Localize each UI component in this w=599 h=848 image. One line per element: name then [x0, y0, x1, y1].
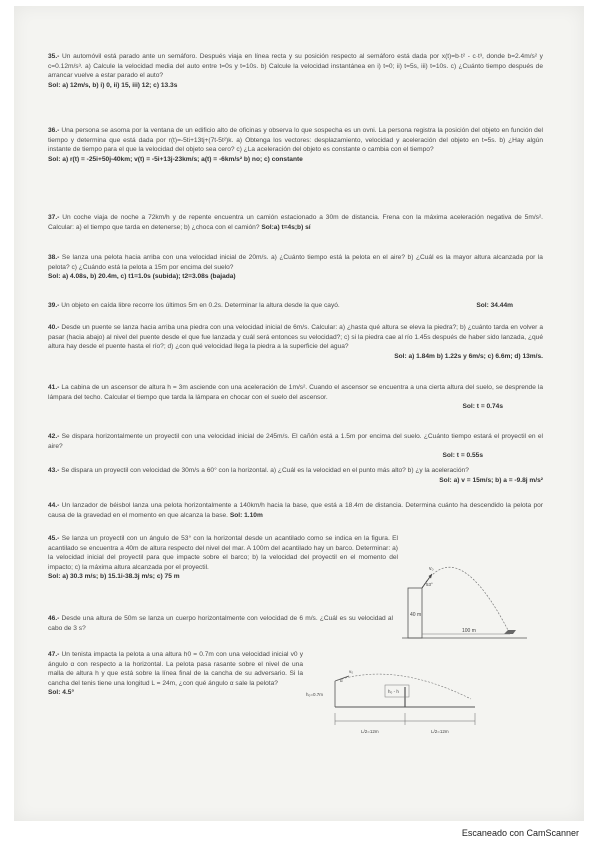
problem-solution: Sol: 4.5° [48, 689, 75, 697]
problem-solution: Sol: a) 4.08s, b) 20.4m, c) t1=1.0s (subida); t2=3.08s (bajada) [48, 273, 236, 281]
problem-text: Un automóvil está parado ante un semáforo. Después viaja en línea recta y su posición respecto al semáforo está dada por x(t)=b·t² - c·t³, donde b=2.4m/s² y c=0.12m/s³. a) Calcule la velocidad media del auto entre t=0s y t=10s. b) Calcule la velocidad instantánea en i) t=0; ii) t=5s, iii) t=10s. c) ¿Cuánto tiempo después de arrancar vuelve a estar parado el auto? [48, 53, 543, 80]
problem-number: 35.- [48, 53, 60, 60]
problem-text: Se dispara un proyectil con velocidad de 30m/s a 60° con la horizontal. a) ¿Cuál es la velocidad en el punto más alto? b) ¿y la aceleración? [61, 467, 469, 474]
angle-label: α [340, 678, 343, 683]
problem-text: Se lanza una pelota hacia arriba con una velocidad inicial de 20m/s. a) ¿Cuánto tiempo está la pelota en el aire? b) ¿Cuál es la mayor altura alcanzada por la pelota? c) ¿Cuándo está la pelota a 15m por encima del suelo? [48, 254, 543, 271]
problem-solution: Sol: 34.44m [476, 302, 513, 309]
problem-text: Un tenista impacta la pelota a una altura h0 = 0.7m con una velocidad inicial v0 y ángulo α con respecto a la horizontal. La pelota pasa rasante sobre el nivel de una malla de altura h y que está sobre la línea final de la cancha de su adversario. Si la cancha del tenis tiene una longitud L = 24m, ¿con qué ángulo α sale la pelota? [48, 651, 303, 687]
problem-solution: Sol: t = 0.74s [462, 403, 503, 411]
problem-number: 41.- [48, 384, 60, 391]
problem-solution: Sol:a) t=4s;b) sí [261, 223, 311, 231]
problem-36 [48, 126, 543, 164]
cliff-height-label: 40 m [410, 612, 422, 618]
problem-text: Desde una altura de 50m se lanza un cuerpo horizontalmente con velocidad de 6 m/s. ¿Cuál es su velocidad al cabo de 3 s? [48, 615, 393, 632]
half-length-label-2: L/2=12m [431, 729, 449, 734]
problem-number: 45.- [48, 535, 60, 542]
trajectory-path [422, 567, 510, 634]
problem-solution: Sol: a) 30.3 m/s; b) 15.1i-38.3j m/s; c) 75 m [48, 573, 180, 581]
problem-solution: Sol: t = 0.55s [442, 452, 483, 460]
problem-number: 38.- [48, 254, 60, 261]
problem-solution: Sol: a) v = 15m/s; b) a = -9.8j m/s² [439, 476, 543, 484]
problem-text: Se lanza un proyectil con un ángulo de 53° con la horizontal desde un acantilado como se indica en la figura. El acantilado se encuentra a 40m de altura respecto del nivel del mar. A 100m del acantilado hay un barco. Determinar: a) la velocidad inicial del proyectil para que impacte sobre el barco; b) la velocidad del proyectil en el momento del impacto; c) la máxima altura alcanzada por el proyectil. [48, 535, 398, 571]
problem-42 [48, 432, 543, 461]
problem-number: 44.- [48, 502, 60, 509]
problem-41 [48, 383, 543, 412]
height-diff-label: h₀ - h [388, 689, 399, 694]
problem-47 [48, 650, 303, 698]
problem-text: Se dispara horizontalmente un proyectil con una velocidad inicial de 245m/s. El cañón está a 1.5m por encima del suelo. ¿Cuánto tiempo estará el proyectil en el aire? [48, 433, 543, 450]
camscanner-watermark: Escaneado con CamScanner [461, 828, 579, 838]
velocity-label: v₀ [429, 566, 434, 572]
problem-44 [48, 501, 543, 520]
problem-number: 40.- [48, 324, 60, 331]
problem-text: La cabina de un ascensor de altura h = 3m asciende con una aceleración de 1m/s². Cuando el ascensor se encuentra a una cierta altura del suelo, se desprende la lámpara del techo. Calcular el tiempo que tarda la lámpara en chocar con el suelo del ascensor. [48, 384, 543, 401]
problem-number: 46.- [48, 615, 60, 622]
problem-number: 37.- [48, 214, 60, 221]
angle-label: 53° [426, 582, 433, 587]
problem-46 [48, 614, 393, 633]
problem-solution: Sol: a) r(t) = -25i+50j-40km; v(t) = -5i+13j-23km/s; a(t) = -6km/s² b) no; c) constante [48, 155, 303, 163]
problem-40 [48, 323, 543, 361]
velocity-label: v₀ [349, 669, 354, 674]
problem-43 [48, 466, 543, 485]
problem-text: Una persona se asoma por la ventana de un edificio alto de oficinas y observa lo que sospecha es un ovni. La persona registra la posición del objeto en función del tiempo y determina que está dada por r(t)=-5ti+13tj+(7t-5t²)k. a) Obtenga los vectores: desplazamiento, velocidad y aceleración del objeto en t=5s. b) ¿Hay algún instante de tiempo para el que la velocidad del objeto sea cero? c) ¿La aceleración del objeto es constante o cambia con el tiempo? [48, 127, 543, 154]
problem-number: 39.- [48, 302, 60, 309]
figure-tennis-court [305, 663, 485, 741]
half-length-label-1: L/2=12m [361, 729, 379, 734]
boat-icon [504, 630, 516, 634]
ball-trajectory [335, 674, 471, 699]
problem-solution: Sol: a) 1.84m b) 1.22s y 6m/s; c) 6.6m; d) 13m/s. [394, 352, 543, 360]
problem-solution: Sol: a) 12m/s, b) i) 0, ii) 15, iii) 12; c) 13.3s [48, 81, 178, 89]
distance-label: 100 m [462, 628, 476, 634]
problem-text: Desde un puente se lanza hacia arriba una piedra con una velocidad inicial de 6m/s. Calcular: a) ¿hasta qué altura se eleva la piedra?; b) ¿cuánto tarda en volver a pasar (hacia abajo) al nivel del puente desde el que fue lanzada y cuál será entonces su velocidad?; c) si la piedra cae al río 1.45s después de haber sido lanzada, ¿qué altura hay desde el puente hasta el río?; d) ¿con qué velocidad llega la piedra a la superficie del agua? [48, 324, 543, 351]
problem-text: Un objeto en caída libre recorre los últimos 5m en 0.2s. Determinar la altura desde la que cayó. [61, 302, 340, 309]
problem-number: 43.- [48, 467, 60, 474]
problem-text: Un lanzador de béisbol lanza una pelota horizontalmente a 140km/h hacia la base, que está a 18.4m de distancia. Determina cuánto ha descendido la pelota por causa de la gravedad en el momento en que alcanza la base. [48, 502, 543, 519]
problem-37 [48, 213, 543, 232]
figure-cliff-projectile [402, 548, 527, 640]
problem-38 [48, 253, 543, 282]
problem-35 [48, 52, 543, 90]
h0-label: h₀=0.7m [306, 692, 324, 697]
problem-39 [48, 301, 543, 311]
problem-number: 36.- [48, 127, 60, 134]
problem-number: 47.- [48, 651, 60, 658]
problem-text: Un coche viaja de noche a 72km/h y de repente encuentra un camión estacionado a 30m de distancia. Frena con la máxima aceleración negativa de 5m/s². Calcular: a) el tiempo que tarda en detenerse; b) ¿choca con el camión? [48, 214, 543, 231]
problem-solution: Sol: 1.10m [229, 511, 263, 519]
problem-number: 42.- [48, 433, 60, 440]
problem-45 [48, 534, 398, 582]
